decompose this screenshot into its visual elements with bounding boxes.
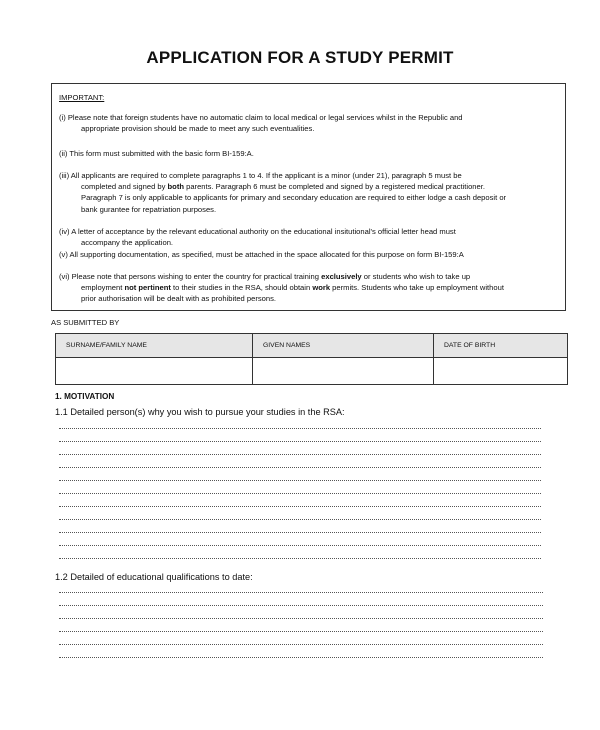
answer-line[interactable] xyxy=(59,428,541,429)
answer-line[interactable] xyxy=(59,644,543,645)
important-item xyxy=(59,112,559,134)
important-item-line: (iii) All applicants are required to complete paragraphs 1 to 4. If the applicant is a minor (under 21), paragraph 5 must be xyxy=(59,171,462,180)
answer-line[interactable] xyxy=(59,605,543,606)
given-names-column-header: GIVEN NAMES xyxy=(253,334,434,358)
important-item-line: bank gurantee for repatriation purposes. xyxy=(81,204,217,214)
important-item-line: accompany the application. xyxy=(81,238,174,248)
important-item-line: (v) All supporting documentation, as specified, must be attached in the space allocated for this purpose on form BI-159:A xyxy=(59,250,464,259)
answer-line[interactable] xyxy=(59,592,543,593)
important-item xyxy=(59,170,559,215)
answer-line[interactable] xyxy=(59,657,543,658)
date-of-birth-column-header: DATE OF BIRTH xyxy=(434,334,568,358)
date-of-birth-field[interactable] xyxy=(434,358,568,385)
important-item xyxy=(59,249,559,260)
important-item xyxy=(59,271,559,305)
important-item-line: employment not pertinent to their studies in the RSA, should obtain work permits. Students who take up employment without xyxy=(81,283,504,293)
as-submitted-label: AS SUBMITTED BY xyxy=(51,318,120,327)
answer-line[interactable] xyxy=(59,532,541,533)
answer-line[interactable] xyxy=(59,519,541,520)
table-row xyxy=(56,358,568,385)
answer-line[interactable] xyxy=(59,618,543,619)
answer-line[interactable] xyxy=(59,506,541,507)
important-item xyxy=(59,148,559,159)
page-title: APPLICATION FOR A STUDY PERMIT xyxy=(146,48,454,67)
answer-line[interactable] xyxy=(59,545,541,546)
motivation-heading: 1. MOTIVATION xyxy=(55,392,115,401)
important-item-line: (ii) This form must submitted with the basic form BI-159:A. xyxy=(59,149,254,158)
question-1-2: 1.2 Detailed of educational qualifications to date: xyxy=(55,572,253,582)
answer-line[interactable] xyxy=(59,441,541,442)
surname-field[interactable] xyxy=(56,358,253,385)
important-item-line: (iv) A letter of acceptance by the relevant educational authority on the educational insitutional's official letter head must xyxy=(59,227,456,236)
important-item-line: completed and signed by both parents. Paragraph 6 must be completed and signed by a registered medical practitioner. xyxy=(81,182,485,192)
answer-line[interactable] xyxy=(59,454,541,455)
surname-column-header: SURNAME/FAMILY NAME xyxy=(56,334,253,358)
answer-line[interactable] xyxy=(59,467,541,468)
important-item-line: appropriate provision should be made to meet any such eventualities. xyxy=(81,124,315,134)
important-item xyxy=(59,226,559,248)
question-1-1: 1.1 Detailed person(s) why you wish to pursue your studies in the RSA: xyxy=(55,407,345,417)
answer-line[interactable] xyxy=(59,631,543,632)
important-item-line: (vi) Please note that persons wishing to enter the country for practical training exclusively or students who wish to take up xyxy=(59,272,471,281)
important-item-line: Paragraph 7 is only applicable to applicants for primary and secondary education are required to either lodge a cash deposit or xyxy=(81,193,507,203)
table-header-row xyxy=(56,334,568,358)
answer-line[interactable] xyxy=(59,480,541,481)
important-item-line: prior authorisation will be dealt with as prohibited persons. xyxy=(81,294,277,304)
important-heading: IMPORTANT: xyxy=(59,93,105,102)
given-names-field[interactable] xyxy=(253,358,434,385)
answer-line[interactable] xyxy=(59,558,541,559)
important-item-line: (i) Please note that foreign students have no automatic claim to local medical or legal services whilst in the Republic and xyxy=(59,113,463,122)
answer-line[interactable] xyxy=(59,493,541,494)
important-notice-box xyxy=(51,83,566,311)
applicant-details-table xyxy=(55,333,568,385)
